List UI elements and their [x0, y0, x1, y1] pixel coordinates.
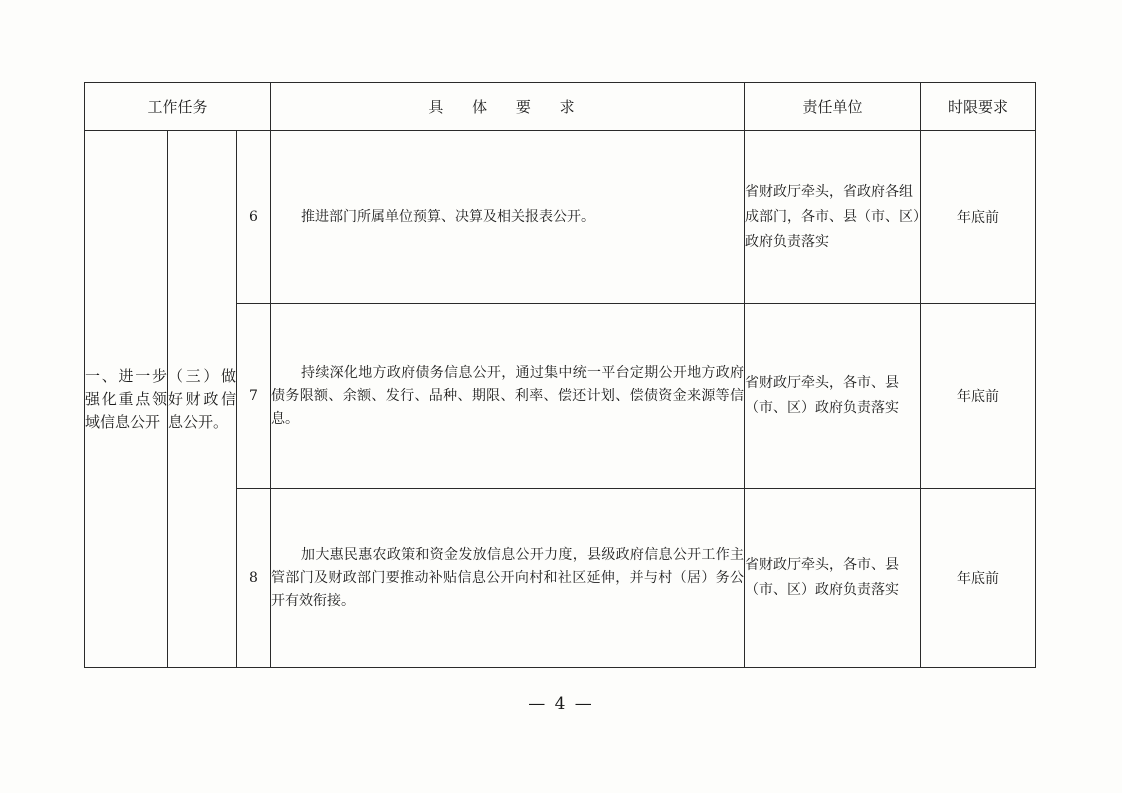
table-row	[85, 131, 1036, 304]
requirement-cell	[271, 131, 745, 304]
requirement-text: 加大惠民惠农政策和资金发放信息公开力度，县级政府信息公开工作主管部门及财政部门要推动补贴信息公开向村和社区延伸，并与村（居）务公开有效衔接。	[271, 546, 745, 609]
unit-cell: 省财政厅牵头，各市、县（市、区）政府负责落实	[745, 489, 921, 668]
deadline-cell: 年底前	[921, 304, 1036, 489]
task-table	[84, 82, 1036, 668]
deadline-cell: 年底前	[921, 489, 1036, 668]
row-number: 6	[237, 131, 271, 304]
row-number: 7	[237, 304, 271, 489]
row-number: 8	[237, 489, 271, 668]
page-number: — 4 —	[528, 694, 594, 714]
requirement-text: 持续深化地方政府债务信息公开，通过集中统一平台定期公开地方政府债务限额、余额、发行、品种、期限、利率、偿还计划、偿债资金来源等信息。	[271, 364, 745, 427]
category-cell: 一、进一步强化重点领域信息公开	[85, 131, 168, 668]
table-header-row	[85, 83, 1036, 131]
deadline-cell: 年底前	[921, 131, 1036, 304]
unit-cell: 省财政厅牵头，各市、县（市、区）政府负责落实	[745, 304, 921, 489]
subcategory-cell: （三）做好财政信息公开。	[168, 131, 237, 668]
requirement-cell	[271, 489, 745, 668]
header-task: 工作任务	[85, 83, 271, 131]
requirement-cell	[271, 304, 745, 489]
unit-cell: 省财政厅牵头，省政府各组成部门，各市、县（市、区）政府负责落实	[745, 131, 921, 304]
requirement-text: 推进部门所属单位预算、决算及相关报表公开。	[301, 208, 596, 225]
header-requirement: 具 体 要 求	[271, 83, 745, 131]
header-deadline: 时限要求	[921, 83, 1036, 131]
header-unit: 责任单位	[745, 83, 921, 131]
